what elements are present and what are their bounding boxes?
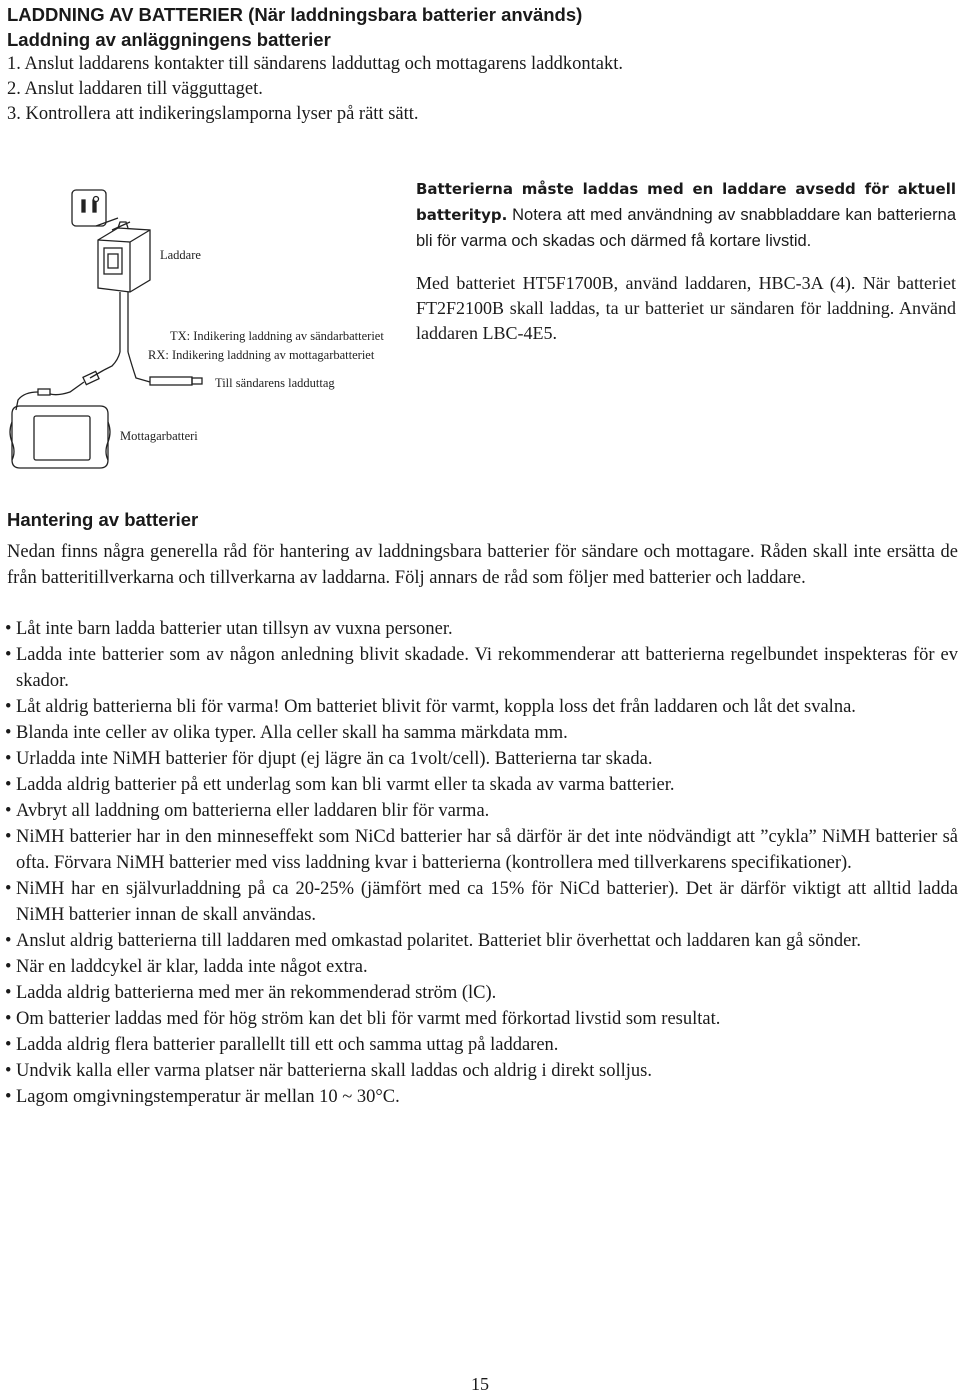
list-item: • Ladda inte batterier som av någon anledning blivit skadade. Vi rekommenderar att batterierna regelbundet inspekteras för ev skador. — [7, 642, 958, 694]
charger-models: Med batteriet HT5F1700B, använd laddaren, HBC-3A (4). När batteriet FT2F2100B skall laddas, ta ur batteriet ur sändaren för laddning. Använd laddaren LBC-4E5. — [416, 273, 956, 343]
charging-section — [7, 0, 952, 127]
list-item: • Anslut aldrig batterierna till laddaren med omkastad polaritet. Batteriet blir överhettat och laddaren kan gå sönder. — [7, 928, 958, 954]
receiver-battery-icon — [10, 406, 110, 468]
charger-notes — [416, 176, 956, 346]
list-item: • NiMH batterier har in den minneseffekt som NiCd batterier har så därför är det inte nödvändigt att ”cykla” NiMH batterier så ofta. Förvara NiMH batterier med viss laddning kvar i batterierna (kontrollera med tillverkarens specifikationer). — [7, 824, 958, 876]
handling-list — [7, 616, 958, 1110]
list-item: • Undvik kalla eller varma platser när batterierna skall laddas och aldrig i direkt solljus. — [7, 1058, 958, 1084]
list-item: • Ladda aldrig flera batterier parallellt till ett och samma uttag på laddaren. — [7, 1032, 958, 1058]
handling-section — [7, 507, 958, 1110]
charger-warning — [416, 176, 956, 254]
port-label: Till sändarens ladduttag — [215, 376, 335, 390]
list-item: • Urladda inte NiMH batterier för djupt (ej lägre än ca 1volt/cell). Batterierna tar skada. — [7, 746, 958, 772]
tx-indicator-label: TX: Indikering laddning av sändarbatteriet — [170, 329, 384, 343]
charger-icon — [98, 222, 150, 292]
charger-diagram — [0, 170, 410, 480]
section-subtitle: Laddning av anläggningens batterier — [7, 29, 331, 50]
list-item: • Lagom omgivningstemperatur är mellan 10 ~ 30°C. — [7, 1084, 958, 1110]
list-item: • Ladda aldrig batterier på ett underlag som kan bli varmt eller ta skada av varma batterier. — [7, 772, 958, 798]
rx-indicator-label: RX: Indikering laddning av mottagarbatteriet — [148, 348, 375, 362]
charger-warning-text: Notera att med användning av snabbladdare kan batterierna bli för varma och skadas och därmed få kortare livstid. — [416, 206, 957, 250]
page-number: 15 — [471, 1374, 489, 1394]
charger-label: Laddare — [160, 248, 201, 262]
list-item: • NiMH har en självurladdning på ca 20-25% (jämfört med ca 15% för NiCd batterier). Det är därför viktigt att alltid ladda NiMH batterier innan de skall användas. — [7, 876, 958, 928]
list-item: • Blanda inte celler av olika typer. Alla celler skall ha samma märkdata mm. — [7, 720, 958, 746]
handling-heading: Hantering av batterier — [7, 509, 199, 530]
wall-outlet-icon — [72, 190, 106, 226]
list-item: • När en laddcykel är klar, ladda inte något extra. — [7, 954, 958, 980]
charger-illustration — [0, 170, 410, 480]
list-item: • Ladda aldrig batterierna med mer än rekommenderad ström (lC). — [7, 980, 958, 1006]
list-item: • Om batterier laddas med för hög ström kan det bli för varmt med förkortad livstid som resultat. — [7, 1006, 958, 1032]
list-item: • Avbryt all laddning om batterierna eller laddaren blir för varma. — [7, 798, 958, 824]
list-item: • Låt inte barn ladda batterier utan tillsyn av vuxna personer. — [7, 616, 958, 642]
receiver-battery-label: Mottagarbatteri — [120, 429, 198, 443]
section-title: LADDNING AV BATTERIER (När laddningsbara batterier används) — [7, 4, 583, 25]
list-item: • Låt aldrig batterierna bli för varma! Om batteriet blivit för varmt, koppla loss det från laddaren och låt det svalna. — [7, 694, 958, 720]
handling-intro: Nedan finns några generella råd för hantering av laddningsbara batterier för sändare och mottagare. Råden skall inte ersätta de från batteritillverkarna och tillverkarna av laddarna. Följ annars de råd som följer med batterier och laddare. — [7, 542, 958, 588]
step-2: 2. Anslut laddaren till vägguttaget. — [7, 79, 263, 99]
step-1: 1. Anslut laddarens kontakter till sändarens ladduttag och mottagarens laddkontakt. — [7, 54, 624, 74]
step-3: 3. Kontrollera att indikeringslamporna lyser på rätt sätt. — [7, 104, 419, 124]
charger-warning-lead: Batterierna måste laddas med en laddare avsedd för aktuell batterityp. — [416, 180, 956, 224]
